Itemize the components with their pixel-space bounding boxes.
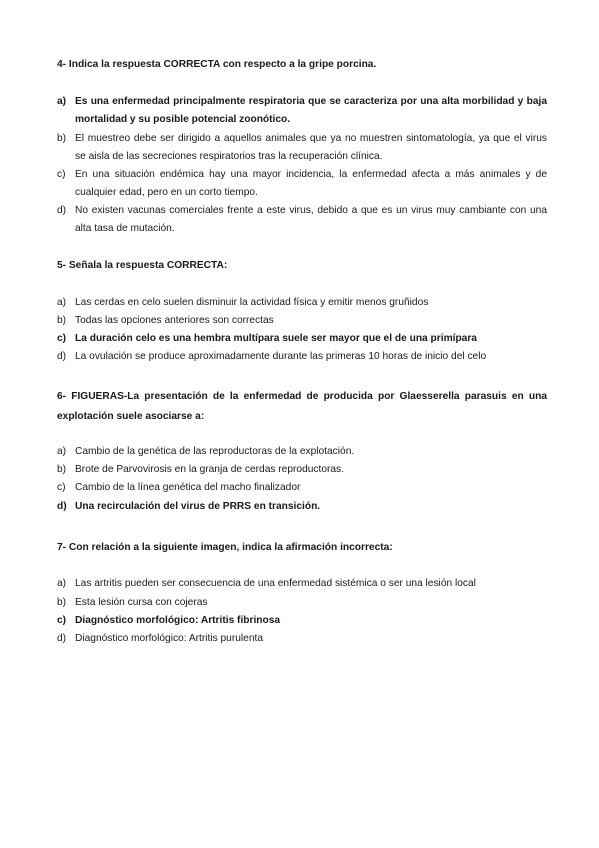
question-5-option-c xyxy=(57,330,547,348)
question-5-option-b xyxy=(57,312,547,330)
question-7-option-c xyxy=(57,612,547,630)
option-text: No existen vacunas comerciales frente a este virus, debido a que es un virus muy cambiante con una alta tasa de mutación. xyxy=(75,205,547,234)
question-5-option-a xyxy=(57,294,547,312)
option-letter: a) xyxy=(57,578,67,589)
option-text: Diagnóstico morfológico: Artritis fibrinosa xyxy=(75,615,281,626)
option-text: Una recirculación del virus de PRRS en transición. xyxy=(75,501,321,512)
option-text: La duración celo es una hembra multípara suele ser mayor que el de una primípara xyxy=(75,333,477,344)
question-5-option-d xyxy=(57,348,547,366)
option-text: Todas las opciones anteriores son correctas xyxy=(75,315,274,326)
option-text: Las cerdas en celo suelen disminuir la actividad física y emitir menos gruñidos xyxy=(75,297,429,308)
question-4-option-a xyxy=(57,93,547,129)
option-text: Cambio de la genética de las reproductoras de la explotación. xyxy=(75,446,355,457)
option-letter: c) xyxy=(57,615,67,626)
option-letter: c) xyxy=(57,333,67,344)
option-letter: a) xyxy=(57,446,67,457)
option-letter: a) xyxy=(57,96,67,107)
question-5-title: 5- Señala la respuesta CORRECTA: xyxy=(57,260,228,271)
option-text: Esta lesión cursa con cojeras xyxy=(75,597,208,608)
option-letter: b) xyxy=(57,133,67,144)
option-text: Diagnóstico morfológico: Artritis purulenta xyxy=(75,633,263,644)
question-7-option-d xyxy=(57,630,547,648)
option-letter: c) xyxy=(57,169,66,180)
option-text: La ovulación se produce aproximadamente durante las primeras 10 horas de inicio del celo xyxy=(75,351,487,362)
question-7-title: 7- Con relación a la siguiente imagen, indica la afirmación incorrecta: xyxy=(57,542,393,553)
option-letter: b) xyxy=(57,464,67,475)
option-text: Brote de Parvovirosis en la granja de cerdas reproductoras. xyxy=(75,464,344,475)
question-6-option-c xyxy=(57,479,547,497)
question-6-option-a xyxy=(57,443,547,461)
option-letter: c) xyxy=(57,482,66,493)
question-4-option-b xyxy=(57,130,547,166)
question-6-option-d xyxy=(57,498,547,516)
option-letter: d) xyxy=(57,351,67,362)
question-4-title: 4- Indica la respuesta CORRECTA con respecto a la gripe porcina. xyxy=(57,59,377,70)
question-4-option-c xyxy=(57,166,547,202)
question-4-option-d xyxy=(57,202,547,238)
option-letter: d) xyxy=(57,633,67,644)
question-6-option-b xyxy=(57,461,547,479)
option-text: Cambio de la línea genética del macho finalizador xyxy=(75,482,301,493)
question-7-option-b xyxy=(57,594,547,612)
option-letter: a) xyxy=(57,297,67,308)
option-text: En una situación endémica hay una mayor incidencia, la enfermedad afecta a más animales y de cualquier edad, pero en un corto tiempo. xyxy=(75,169,547,198)
option-letter: b) xyxy=(57,597,67,608)
option-letter: d) xyxy=(57,501,67,512)
option-letter: b) xyxy=(57,315,67,326)
option-text: Es una enfermedad principalmente respiratoria que se caracteriza por una alta morbilidad y baja mortalidad y su posible potencial zoonótico. xyxy=(75,96,547,125)
option-text: El muestreo debe ser dirigido a aquellos animales que ya no muestren sintomatología, ya que el virus se aisla de las secreciones respiratorios tras la recuperación clínica. xyxy=(75,133,547,162)
question-7-option-a xyxy=(57,575,547,593)
option-letter: d) xyxy=(57,205,67,216)
question-6-title: 6- FIGUERAS-La presentación de la enfermedad de producida por Glaesserella parasuis en una explotación suele asociarse a: xyxy=(57,391,547,422)
option-text: Las artritis pueden ser consecuencia de una enfermedad sistémica o ser una lesión local xyxy=(75,578,476,589)
